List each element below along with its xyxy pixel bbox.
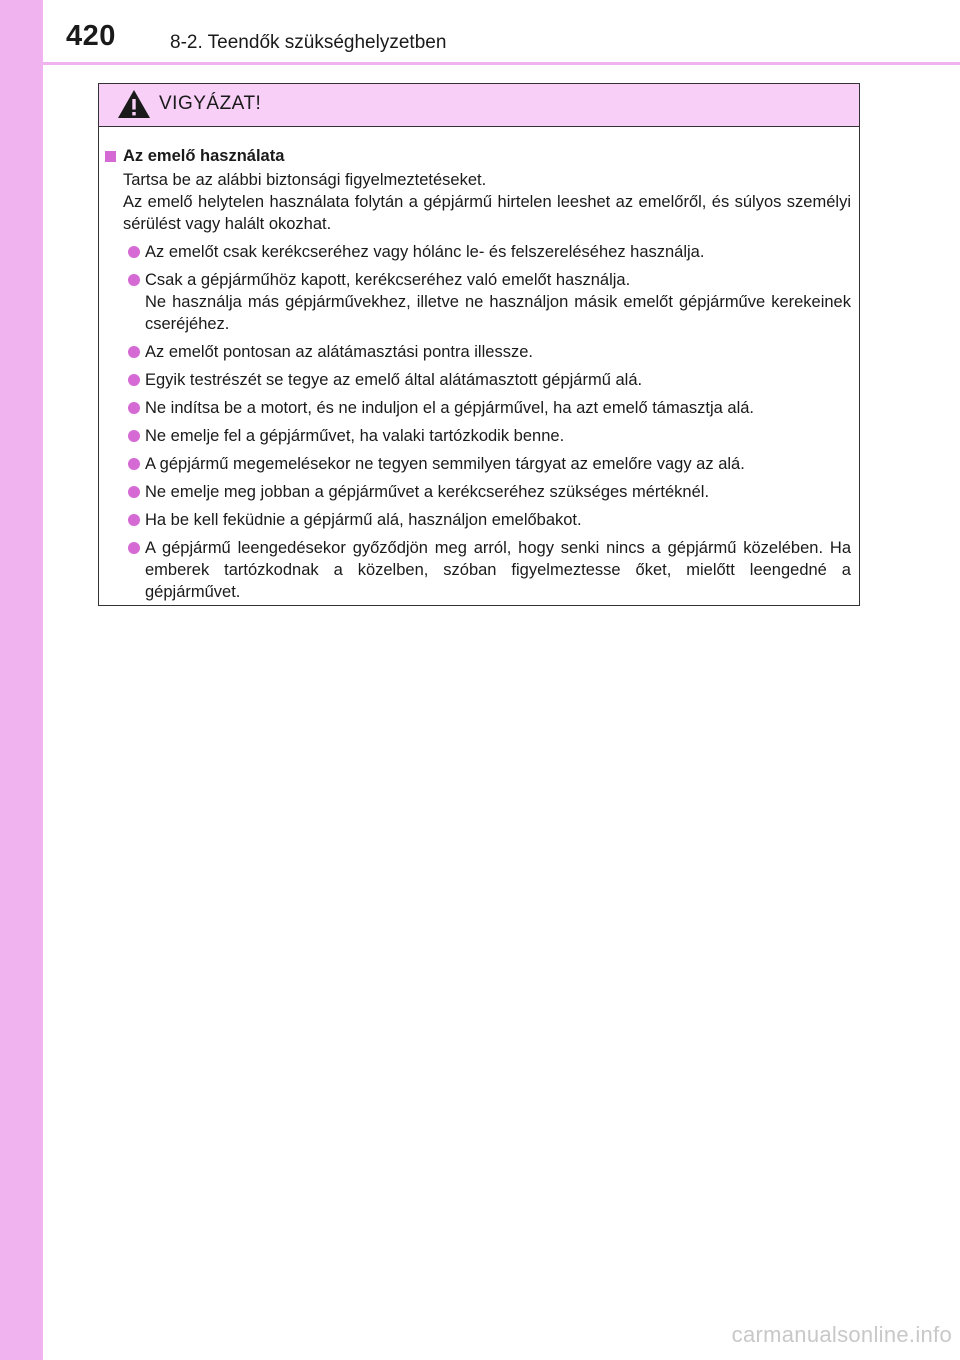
warning-triangle-icon: [117, 89, 151, 119]
warning-box: [98, 83, 860, 606]
list-item-text: A gépjármű megemelésekor ne tegyen semmilyen tárgyat az emelőre vagy az alá.: [145, 455, 745, 473]
warning-header: [99, 84, 859, 127]
side-color-band: [0, 0, 43, 1360]
bullet-dot-icon: [128, 246, 140, 258]
header-rule: [43, 62, 960, 65]
bullet-dot-icon: [128, 542, 140, 554]
list-item: [105, 397, 851, 419]
bullet-dot-icon: [128, 458, 140, 470]
bullet-dot-icon: [128, 374, 140, 386]
list-item-text: Egyik testrészét se tegye az emelő által alátámasztott gépjármű alá.: [145, 371, 643, 389]
intro-line: Az emelő helytelen használata folytán a gépjármű hirtelen leeshet az emelőről, és súlyos személyi sérülést vagy halált okozhat.: [123, 193, 851, 233]
list-item: [105, 269, 851, 335]
warning-title: VIGYÁZAT!: [159, 93, 262, 114]
bullet-dot-icon: [128, 514, 140, 526]
list-item: [105, 241, 851, 263]
subsection-title: Az emelő használata: [123, 147, 285, 165]
watermark: carmanualsonline.info: [731, 1322, 952, 1347]
list-item-text: Az emelőt csak kerékcseréhez vagy hólánc le- és felszereléséhez használja.: [145, 243, 705, 261]
list-item-text: Csak a gépjárműhöz kapott, kerékcseréhez való emelőt használja.: [145, 271, 631, 289]
list-item-text: A gépjármű leengedésekor győződjön meg arról, hogy senki nincs a gépjármű közelében. Ha emberek tartózkodnak a közelben, szóban figyelmeztesse őket, mielőtt leengedné a gépjárművet.: [145, 539, 851, 601]
list-item: [105, 509, 851, 531]
page-number: 420: [66, 20, 116, 52]
list-item-text: Ne emelje meg jobban a gépjárművet a kerékcseréhez szükséges mértéknél.: [145, 483, 710, 501]
list-item: [105, 537, 851, 603]
warning-body: [99, 127, 859, 603]
subsection-heading: [105, 145, 851, 167]
list-item: [105, 341, 851, 363]
square-bullet-icon: [105, 151, 116, 162]
section-title: 8-2. Teendők szükséghelyzetben: [170, 32, 447, 53]
bullet-dot-icon: [128, 346, 140, 358]
intro-text: [105, 169, 851, 235]
list-item-text: Ne használja más gépjárművekhez, illetve ne használjon másik emelőt gépjárműve kerekeinek cseréjéhez.: [145, 293, 851, 333]
list-item-text: Az emelőt pontosan az alátámasztási pontra illessze.: [145, 343, 533, 361]
list-item: [105, 369, 851, 391]
list-item-text: Ne emelje fel a gépjárművet, ha valaki tartózkodik benne.: [145, 427, 565, 445]
bullet-list: [105, 241, 851, 603]
intro-line: Tartsa be az alábbi biztonsági figyelmeztetéseket.: [123, 171, 487, 189]
list-item: [105, 481, 851, 503]
bullet-dot-icon: [128, 402, 140, 414]
list-item: [105, 453, 851, 475]
bullet-dot-icon: [128, 430, 140, 442]
bullet-dot-icon: [128, 486, 140, 498]
list-item-text: Ne indítsa be a motort, és ne induljon el a gépjárművel, ha azt emelő támasztja alá.: [145, 399, 755, 417]
list-item-text: Ha be kell feküdnie a gépjármű alá, használjon emelőbakot.: [145, 511, 582, 529]
list-item: [105, 425, 851, 447]
bullet-dot-icon: [128, 274, 140, 286]
